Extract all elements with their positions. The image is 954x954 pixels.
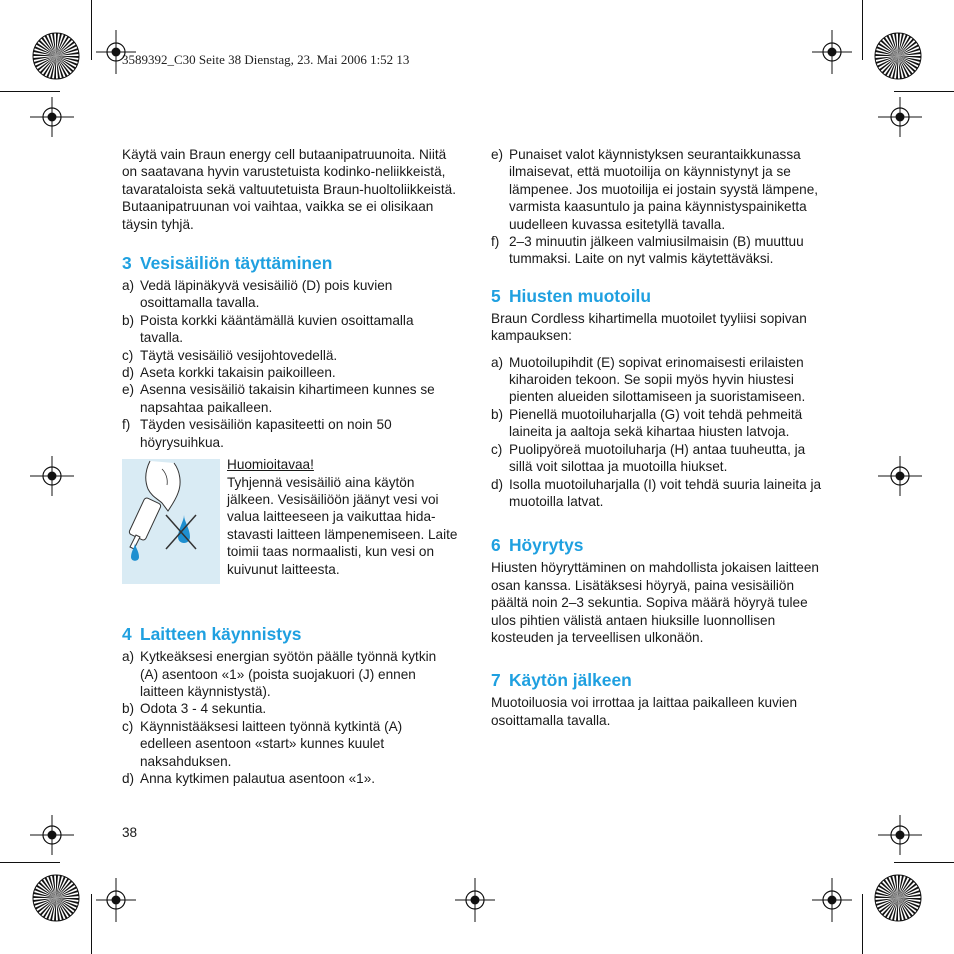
registration-mark-icon xyxy=(30,97,74,137)
registration-mark-icon xyxy=(30,456,74,496)
section-title: Laitteen käynnistys xyxy=(140,624,302,645)
cut-line xyxy=(862,894,863,954)
registration-mark-icon xyxy=(878,456,922,496)
item-text: Pienellä muotoiluharjalla (G) voit tehdä pehmeitä laineita ja aaltoja sekä kihartaa hiusten latvoja. xyxy=(509,406,803,440)
section-6-heading xyxy=(491,534,831,556)
water-drain-illustration xyxy=(122,459,220,584)
registration-mark-icon xyxy=(96,878,136,922)
cut-line xyxy=(862,0,863,60)
section-4-continued-list xyxy=(491,146,831,268)
cut-line xyxy=(0,862,60,863)
item-label: a) xyxy=(491,354,504,370)
section-4-list xyxy=(122,648,457,787)
item-text: Täyden vesisäiliön kapasiteetti on noin 50 höyrysuihkua. xyxy=(140,417,392,450)
section-number: 3 xyxy=(122,253,132,274)
list-item xyxy=(122,700,457,717)
item-label: f) xyxy=(491,234,500,250)
item-text: Muotoilupihdit (E) sopivat erinomaisesti erilaisten kiharoiden tekoon. Se sopii myös hyvin hiustesi pienten alueiden silottamiseen ja suoristamiseen. xyxy=(509,354,806,405)
item-text: Asenna vesisäiliö takaisin kihartimeen kunnes se napsahtaa paikalleen. xyxy=(140,382,435,415)
warning-text xyxy=(227,456,462,578)
cut-line xyxy=(91,894,92,954)
item-label: a) xyxy=(122,649,135,665)
item-label: b) xyxy=(122,701,135,717)
item-label: f) xyxy=(122,417,131,433)
list-item xyxy=(122,770,457,787)
registration-mark-icon xyxy=(96,30,136,74)
list-item xyxy=(122,312,457,347)
registration-mark-icon xyxy=(455,878,495,922)
item-label: d) xyxy=(122,770,135,786)
item-label: d) xyxy=(491,476,504,492)
section-3-list xyxy=(122,277,457,451)
list-item xyxy=(122,277,457,312)
section-title: Vesisäiliön täyttäminen xyxy=(140,253,333,274)
cut-line xyxy=(894,862,954,863)
warning-body: Tyhjennä vesisäiliö aina käytön jälkeen. Vesisäiliöön jäänyt vesi voi valua laitteeseen ja vaikuttaa hida-stavasti laitteen lämpenemiseen. Laite toimii taas normaalisti, kun vesi on kuivunut laitteesta. xyxy=(227,474,458,577)
item-text: Poista korkki kääntämällä kuvien osoittamalla tavalla. xyxy=(140,312,414,346)
item-label: e) xyxy=(122,382,135,398)
item-label: e) xyxy=(491,147,504,162)
warning-block xyxy=(122,456,457,596)
list-item xyxy=(122,648,457,700)
section-number: 4 xyxy=(122,624,132,645)
list-item xyxy=(122,347,457,364)
section-title: Höyrytys xyxy=(509,535,584,556)
page-number: 38 xyxy=(122,825,138,840)
registration-mark-icon xyxy=(30,815,74,855)
list-item xyxy=(491,354,831,406)
cut-line xyxy=(0,91,60,92)
section-5-list xyxy=(491,354,831,511)
registration-mark-icon xyxy=(878,815,922,855)
item-text: Odota 3 - 4 sekuntia. xyxy=(140,701,267,717)
item-label: b) xyxy=(491,406,504,422)
section-number: 5 xyxy=(491,285,501,306)
section-3-heading xyxy=(122,252,457,274)
item-label: c) xyxy=(491,441,503,457)
list-item xyxy=(122,718,457,770)
cut-line xyxy=(91,0,92,60)
starburst-target-icon xyxy=(874,32,922,80)
warning-title: Huomioitavaa! xyxy=(227,457,314,473)
section-4-heading xyxy=(122,623,457,645)
section-7-heading xyxy=(491,669,831,691)
list-item xyxy=(491,146,831,233)
intro-paragraph: Käytä vain Braun energy cell butaanipatruunoita. Niitä on saatavana hyvin varustetuista kodinko-neliikkeistä, tavarataloista sekä valtuutetuista Braun-huoltoliikkeistä. Butaanipatruunan voi vaihtaa, vaikka se ei olisikaan täysin tyhjä. xyxy=(122,147,456,232)
list-item xyxy=(122,364,457,381)
item-label: a) xyxy=(122,278,135,294)
registration-mark-icon xyxy=(812,878,852,922)
item-text: Punaiset valot käynnistyksen seurantaikkunassa ilmaisevat, että muotoilija on käynnistynyt ja se lämpenee. Jos muotoilija ei jostain syystä lämpene, varmista kaasuntulo ja paina käynnistyspainiketta uudelleen kuvassa esitetyllä tavalla. xyxy=(509,147,819,232)
item-label: c) xyxy=(122,718,134,734)
section-6-text: Hiusten höyryttäminen on mahdollista jokaisen laitteen osan kanssa. Lisätäksesi höyryä, paina vesisäiliön päältä noin 2–3 sekuntia. Sopiva määrä höyryä tulee ulos pihtien välistä antaen hiuksille luonnollisen kosteuden ja terveellisen ulkonäön. xyxy=(491,560,819,645)
list-item xyxy=(122,381,457,416)
section-5-heading xyxy=(491,285,831,307)
starburst-target-icon xyxy=(874,874,922,922)
item-text: Anna kytkimen palautua asentoon «1». xyxy=(140,770,376,786)
right-column xyxy=(491,146,831,729)
item-text: Käynnistääksesi laitteen työnnä kytkintä (A) edelleen asentoon «start» kunnes kuulet naksahduksen. xyxy=(140,718,403,769)
section-number: 6 xyxy=(491,535,501,556)
section-7-text: Muotoiluosia voi irrottaa ja laittaa paikalleen kuvien osoittamalla tavalla. xyxy=(491,695,798,728)
list-item xyxy=(491,441,831,476)
item-label: c) xyxy=(122,347,134,363)
registration-mark-icon xyxy=(878,97,922,137)
starburst-target-icon xyxy=(32,32,80,80)
cut-line xyxy=(894,91,954,92)
left-column xyxy=(122,146,457,787)
section-5-intro: Braun Cordless kihartimella muotoilet tyyliisi sopivan kampauksen: xyxy=(491,310,807,344)
item-text: Puolipyöreä muotoiluharja (H) antaa tuuheutta, ja sillä voit silottaa ja muotoilla hiukset. xyxy=(509,441,806,475)
list-item xyxy=(491,233,831,268)
section-title: Hiusten muotoilu xyxy=(509,285,652,306)
item-text: Vedä läpinäkyvä vesisäiliö (D) pois kuvien osoittamalla tavalla. xyxy=(140,278,393,311)
registration-mark-icon xyxy=(812,30,852,74)
hand-reservoir-icon xyxy=(122,459,220,584)
item-text: Kytkeäksesi energian syötön päälle työnnä kytkin (A) asentoon «1» (poista suojakuori (J) ennen laitteen käynnistystä). xyxy=(140,649,437,699)
item-text: Aseta korkki takaisin paikoilleen. xyxy=(140,365,336,381)
starburst-target-icon xyxy=(32,874,80,922)
item-text: 2–3 minuutin jälkeen valmiusilmaisin (B) muuttuu tummaksi. Laite on nyt valmis käytettäväksi. xyxy=(509,234,804,267)
section-title: Käytön jälkeen xyxy=(509,670,632,691)
print-info: 3589392_C30 Seite 38 Dienstag, 23. Mai 2006 1:52 13 xyxy=(122,52,410,67)
item-label: b) xyxy=(122,312,135,328)
list-item xyxy=(491,406,831,441)
section-number: 7 xyxy=(491,670,501,691)
item-text: Täytä vesisäiliö vesijohtovedellä. xyxy=(140,347,338,363)
item-text: Isolla muotoiluharjalla (I) voit tehdä suuria laineita ja muotoilla latvat. xyxy=(509,476,822,509)
list-item xyxy=(491,476,831,511)
item-label: d) xyxy=(122,365,135,381)
list-item xyxy=(122,416,457,451)
